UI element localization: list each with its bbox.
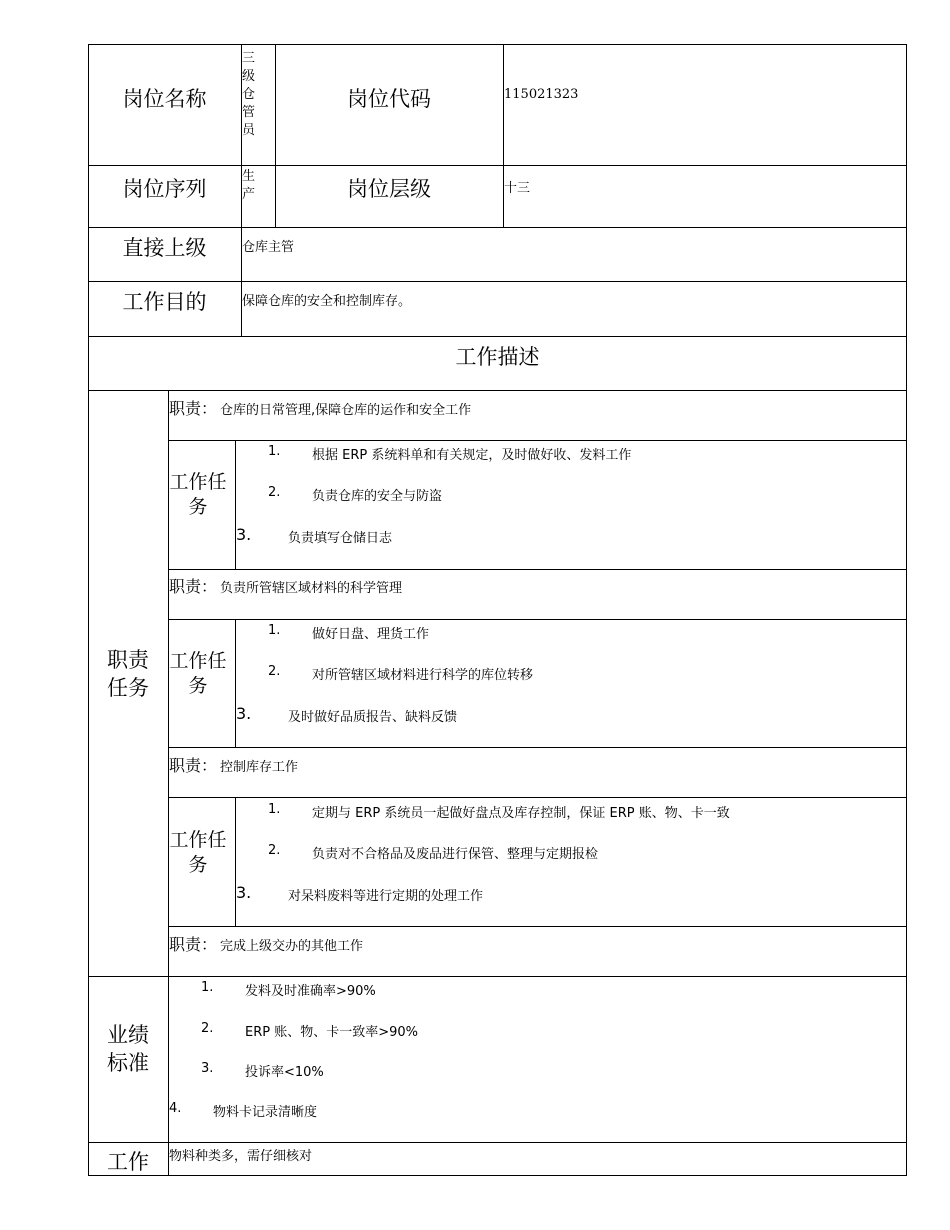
task-text: 对呆料废料等进行定期的处理工作 xyxy=(288,889,484,904)
task-text: 负责填写仓储日志 xyxy=(288,531,393,546)
task-num: 1. xyxy=(268,444,281,459)
post-series-label: 岗位序列 xyxy=(122,177,207,201)
post-code-label: 岗位代码 xyxy=(347,87,431,111)
duty-text: 负责所管辖区域材料的科学管理 xyxy=(220,581,403,596)
perf-text: 发料及时准确率>90% xyxy=(245,984,376,999)
row-divider xyxy=(88,976,907,977)
row-divider xyxy=(88,281,907,282)
perf-text: 投诉率<10% xyxy=(245,1065,324,1080)
duty-text: 仓库的日常管理,保障仓库的运作和安全工作 xyxy=(220,403,472,418)
supervisor-label: 直接上级 xyxy=(122,236,207,260)
duty-text: 控制库存工作 xyxy=(220,760,299,775)
task-num: 1. xyxy=(268,802,281,817)
post-code-value: 115021323 xyxy=(504,87,579,102)
task-num: 3. xyxy=(236,883,252,902)
work-description-title: 工作描述 xyxy=(455,345,540,369)
row-divider xyxy=(88,390,907,391)
task-text: 对所管辖区域材料进行科学的库位转移 xyxy=(312,668,534,683)
post-series-value: 生产 xyxy=(242,169,256,202)
post-name-value: 三级仓管员 xyxy=(242,51,256,138)
supervisor-value: 仓库主管 xyxy=(242,240,295,255)
perf-text: ERP 账、物、卡一致率>90% xyxy=(245,1025,419,1040)
task-num: 1. xyxy=(268,623,281,638)
row-divider xyxy=(168,747,907,748)
performance-label: 业绩标准 xyxy=(107,1023,149,1075)
task-num: 3. xyxy=(236,704,252,723)
task-text: 负责对不合格品及废品进行保管、整理与定期报检 xyxy=(312,847,599,862)
task-label: 工作任务 xyxy=(169,471,227,518)
task-text: 及时做好品质报告、缺料反馈 xyxy=(288,710,458,725)
duty-prefix: 职责： xyxy=(169,756,218,775)
work-value: 物料种类多，需仔细核对 xyxy=(169,1149,313,1164)
row-divider xyxy=(88,165,907,166)
job-description-table xyxy=(88,44,907,1176)
post-name-label: 岗位名称 xyxy=(122,87,207,111)
post-level-value: 十三 xyxy=(504,181,531,196)
task-text: 定期与 ERP 系统员一起做好盘点及库存控制，保证 ERP 账、物、卡一致 xyxy=(312,806,730,821)
post-level-label: 岗位层级 xyxy=(347,177,431,201)
col-divider xyxy=(235,619,236,747)
perf-num: 2. xyxy=(201,1021,214,1036)
row-divider xyxy=(168,926,907,927)
duty-text: 完成上级交办的其他工作 xyxy=(220,939,364,954)
row-divider xyxy=(168,797,907,798)
task-num: 3. xyxy=(236,525,252,544)
task-text: 根据 ERP 系统料单和有关规定，及时做好收、发料工作 xyxy=(312,448,632,463)
task-num: 2. xyxy=(268,664,281,679)
task-label: 工作任务 xyxy=(169,650,227,697)
work-label: 工作 xyxy=(107,1150,149,1174)
row-divider xyxy=(168,569,907,570)
purpose-value: 保障仓库的安全和控制库存。 xyxy=(242,294,412,309)
purpose-label: 工作目的 xyxy=(122,290,207,314)
perf-num: 4. xyxy=(169,1101,182,1116)
task-label: 工作任务 xyxy=(169,829,227,876)
duty-prefix: 职责： xyxy=(169,577,218,596)
perf-text: 物料卡记录清晰度 xyxy=(213,1105,318,1120)
perf-num: 3. xyxy=(201,1061,214,1076)
row-divider xyxy=(88,1142,907,1143)
row-divider xyxy=(168,619,907,620)
perf-num: 1. xyxy=(201,980,214,995)
task-num: 2. xyxy=(268,843,281,858)
task-text: 做好日盘、理货工作 xyxy=(312,627,430,642)
duty-prefix: 职责： xyxy=(169,399,218,418)
duties-section-label: 职责任务 xyxy=(107,648,149,700)
row-divider xyxy=(168,440,907,441)
col-divider xyxy=(503,44,504,227)
col-divider xyxy=(235,440,236,569)
duty-prefix: 职责： xyxy=(169,935,218,954)
col-divider xyxy=(235,797,236,926)
row-divider xyxy=(88,227,907,228)
task-text: 负责仓库的安全与防盗 xyxy=(312,489,443,504)
row-divider xyxy=(88,336,907,337)
task-num: 2. xyxy=(268,485,281,500)
